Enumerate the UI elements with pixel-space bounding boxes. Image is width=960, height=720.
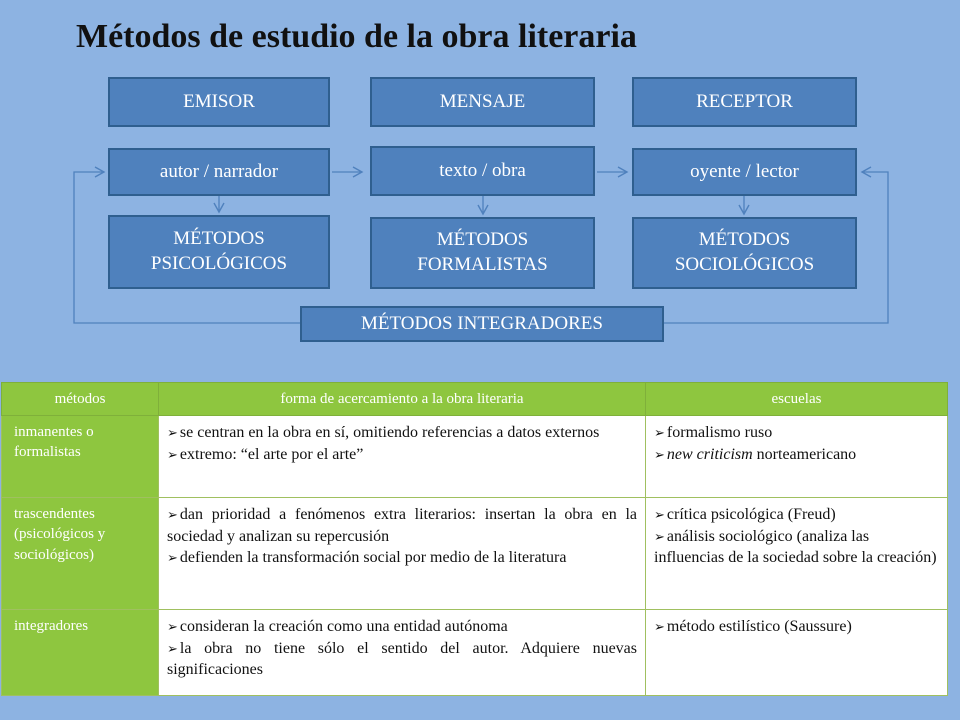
box-autor <box>108 148 330 196</box>
page-title: Métodos de estudio de la obra literaria <box>76 18 637 55</box>
methods-table <box>1 382 948 696</box>
list-item <box>654 526 939 569</box>
box-emisor <box>108 77 330 127</box>
item-text-italic: new criticism <box>666 445 753 463</box>
list-item <box>167 638 637 681</box>
item-text: método estilístico (Saussure) <box>666 618 852 635</box>
label-metodos-formalistas: MÉTODOS FORMALISTAS <box>417 229 548 275</box>
schools-cell <box>646 610 948 696</box>
approach-cell <box>159 498 646 610</box>
box-metodos-sociologicos <box>632 217 857 289</box>
list-item <box>167 616 637 638</box>
table-row <box>2 416 948 498</box>
arrow-bullet-icon: ➢ <box>167 425 178 440</box>
item-text: dan prioridad a fenómenos extra literarios: insertan la obra en la sociedad y analizan su repercusión <box>167 506 637 545</box>
item-text: análisis sociológico (analiza las influencias de la sociedad sobre la creación) <box>654 527 937 567</box>
col-header-forma: forma de acercamiento a la obra literaria <box>159 383 646 416</box>
item-text: se centran en la obra en sí, omitiendo referencias a datos externos <box>179 424 600 441</box>
item-text: consideran la creación como una entidad autónoma <box>179 618 508 635</box>
table-row <box>2 610 948 696</box>
approach-cell <box>159 416 646 498</box>
list-item <box>167 422 637 444</box>
label-metodos-integradores: MÉTODOS INTEGRADORES <box>361 312 603 334</box>
label-emisor: EMISOR <box>183 90 255 112</box>
list-item <box>167 547 637 569</box>
item-text: crítica psicológica (Freud) <box>666 506 836 523</box>
arrow-bullet-icon: ➢ <box>167 550 178 566</box>
label-metodos-sociologicos: MÉTODOS SOCIOLÓGICOS <box>674 229 815 275</box>
list-item <box>167 444 637 466</box>
label-texto: texto / obra <box>439 159 526 181</box>
list-item <box>167 504 637 547</box>
approach-cell <box>159 610 646 696</box>
label-metodos-psicologicos: MÉTODOS PSICOLÓGICOS <box>150 228 288 274</box>
arrow-bullet-icon: ➢ <box>654 425 665 440</box>
list-item <box>654 616 939 638</box>
arrow-bullet-icon: ➢ <box>654 528 665 544</box>
arrow-bullet-icon: ➢ <box>167 507 178 522</box>
arrow-bullet-icon: ➢ <box>654 619 665 634</box>
box-metodos-formalistas <box>370 217 595 289</box>
arrow-bullet-icon: ➢ <box>167 446 178 462</box>
arrow-bullet-icon: ➢ <box>654 507 665 522</box>
label-autor: autor / narrador <box>159 160 279 182</box>
box-metodos-psicologicos <box>108 215 330 289</box>
col-header-metodos: métodos <box>2 383 159 416</box>
item-text: la obra no tiene sólo el sentido del autor. Adquiere nuevas significaciones <box>167 639 637 679</box>
item-text: formalismo ruso <box>666 424 773 441</box>
col-header-escuelas: escuelas <box>646 383 948 416</box>
box-texto <box>370 146 595 196</box>
label-oyente: oyente / lector <box>690 160 799 182</box>
item-text: extremo: “el arte por el arte” <box>179 445 364 463</box>
arrow-bullet-icon: ➢ <box>654 446 665 462</box>
arrow-bullet-icon: ➢ <box>167 619 178 634</box>
list-item <box>654 504 939 526</box>
box-oyente <box>632 148 857 196</box>
box-metodos-integradores <box>300 306 664 342</box>
label-receptor: RECEPTOR <box>696 90 793 112</box>
item-text: defienden la transformación social por medio de la literatura <box>179 549 567 567</box>
table-row <box>2 498 948 610</box>
box-receptor <box>632 77 857 127</box>
schools-cell <box>646 498 948 610</box>
list-item <box>654 444 939 466</box>
box-mensaje <box>370 77 595 127</box>
arrow-bullet-icon: ➢ <box>167 640 178 656</box>
table-header-row <box>2 383 948 416</box>
label-mensaje: MENSAJE <box>439 90 526 112</box>
method-cell: inmanentes o formalistas <box>2 416 159 498</box>
schools-cell <box>646 416 948 498</box>
method-cell: integradores <box>2 610 159 696</box>
item-text: norteamericano <box>752 445 857 463</box>
method-cell: trascendentes (psicológicos y sociológicos) <box>2 498 159 610</box>
list-item <box>654 422 939 444</box>
